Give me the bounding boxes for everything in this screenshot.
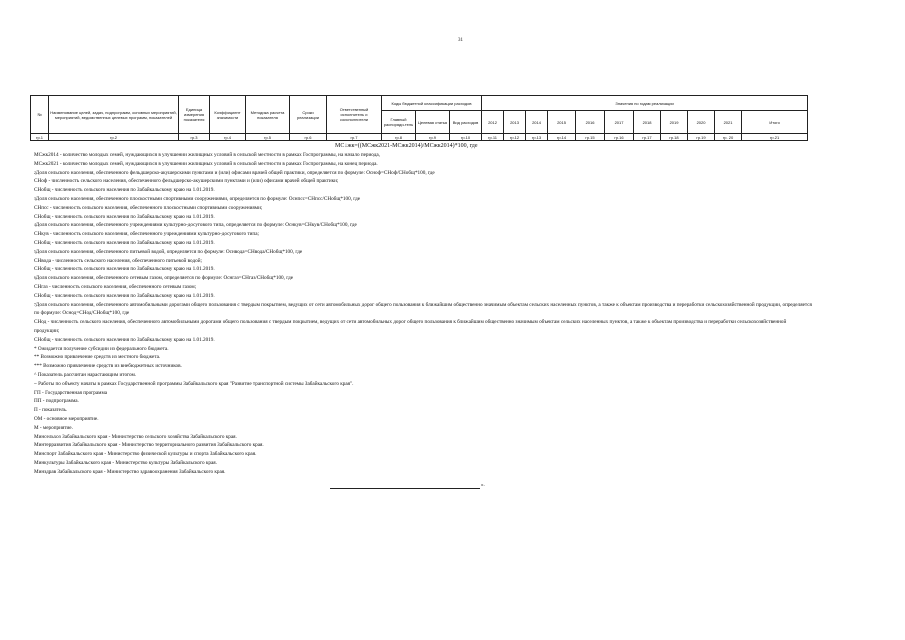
note-line <box>34 274 812 283</box>
note-line <box>34 239 812 248</box>
header-budget-sub: Вид расходов <box>450 111 482 134</box>
note-text: Минспорт Забайкальского края - Министерство физической культуры и спорта Забайкальского края. <box>34 451 257 458</box>
note-text: Доля сельского населения, обеспеченного сетевым газом, определяется по формуле: Оснгаз=СНгаз/СНобщ*100, где <box>35 275 294 282</box>
note-text: Минтерразвития Забайкальского края - Министерство территориального развития Забайкальского края. <box>34 442 264 449</box>
column-number: гр.7 <box>327 134 382 141</box>
footnote-mark: 4 <box>34 223 36 228</box>
note-text: СНобщ - численность сельского населения по Забайкальскому краю на 1.01.2019. <box>34 292 215 299</box>
header-terms: Сроки реализации <box>290 96 327 134</box>
note-text: СНобщ - численность сельского населения по Забайкальскому краю на 1.01.2019. <box>34 266 215 273</box>
page-number: 31 <box>458 38 463 43</box>
note-line <box>34 336 812 345</box>
note-line <box>34 151 812 160</box>
note-text: ** Возможно привлечение средств из местного бюджета. <box>34 354 161 361</box>
header-year: 2017 <box>605 111 634 134</box>
header-year: 2018 <box>634 111 661 134</box>
note-line <box>34 318 812 336</box>
note-line <box>34 169 812 178</box>
column-number: гр.13 <box>526 134 548 141</box>
note-line <box>34 230 812 239</box>
note-line <box>34 459 812 468</box>
note-text: СНод - численность сельского населения, обеспеченного автомобильными дорогами общего пользования с твердым покрытием, ведущих от сети автомобильных дорог общего пользования к ближайшим общественно значимым объектам сельских населенных пунктов, а также к объектам производства и переработки сельскохозяйственной продукции; <box>34 319 787 334</box>
header-year: 2021 <box>715 111 742 134</box>
header-method: Методика расчета показателя <box>246 96 290 134</box>
header-year: 2015 <box>548 111 576 134</box>
column-number: гр.4 <box>210 134 246 141</box>
note-line <box>34 292 812 301</box>
note-text: Доля сельского населения, обеспеченного учреждениями культурно-досугового типа, определяется по формуле: Оснкув=СНкув/СНобщ*100, где <box>35 222 357 229</box>
note-line <box>34 283 812 292</box>
header-name: Наименование целей, задач, подпрограмм, основных мероприятий, мероприятий, ведомственных целевых программ, показателей <box>49 96 179 134</box>
column-number: гр.1 <box>31 134 49 141</box>
column-number: гр.14 <box>548 134 576 141</box>
note-text: СНгаз - численность сельского населения, обеспеченного сетевым газом; <box>34 283 197 290</box>
note-text: Доля сельского населения, обеспеченного питьевой водой, определяется по формуле: Оснвода=СНвода/СНобщ*100, где <box>35 248 303 255</box>
header-total: Итого <box>742 111 808 134</box>
note-line <box>34 424 812 433</box>
note-text: СНобщ - численность сельского населения по Забайкальскому краю на 1.01.2019. <box>34 239 215 246</box>
header-year: 2012 <box>482 111 504 134</box>
header-year: 2014 <box>526 111 548 134</box>
header-no: № <box>31 96 49 134</box>
header-year: 2020 <box>688 111 715 134</box>
header-budget-sub: Целевая статья <box>416 111 450 134</box>
note-line <box>34 221 812 230</box>
header-unit: Единица измерения показателя <box>179 96 210 134</box>
closing-line <box>330 488 480 489</box>
column-number: гр.12 <box>504 134 526 141</box>
note-text: Доля сельского населения, обеспеченного автомобильными дорогами общего пользования с твердым покрытием, ведущих от сети автомобильных дорог общего пользования к ближайшим общественно значимым объектам сельских населенных пунктов, а также к объектам производства и переработки сельскохозяйственной продукции, определяется по формуле: Оснод=СНод/СНобщ*100, где <box>34 301 812 317</box>
note-text: МСжк2014 - количество молодых семей, нуждающихся в улучшении жилищных условий в сельской местности в рамках Госпрограммы, на начало периода, <box>34 152 380 158</box>
note-line <box>34 160 812 169</box>
header-budget-codes: Коды бюджетной классификации расходов <box>382 96 482 111</box>
note-text: ^ Показатель рассчитан нарастающим итогом. <box>34 371 137 378</box>
footnote-mark: 5 <box>34 249 36 254</box>
program-indicators-table <box>30 95 808 141</box>
column-number: гр.19 <box>688 134 715 141</box>
column-number: гр. 20 <box>715 134 742 141</box>
column-number: гр.16 <box>605 134 634 141</box>
note-line <box>34 257 812 266</box>
column-number: гр.18 <box>661 134 688 141</box>
column-number: гр.11 <box>482 134 504 141</box>
note-line <box>34 186 812 195</box>
footnote-mark: 2 <box>34 170 36 175</box>
footnote-mark: 7 <box>34 302 36 307</box>
note-line <box>34 406 812 415</box>
note-line <box>34 397 812 406</box>
note-text: СНвода - численность сельского населения, обеспеченного питьевой водой; <box>34 257 202 264</box>
header-year: 2013 <box>504 111 526 134</box>
note-line <box>34 371 812 380</box>
closing-mark: ». <box>481 483 485 488</box>
note-text: *** Возможно привлечение средств из внебюджетных источников. <box>34 363 182 370</box>
header-budget-sub: Главный распоряди-тель <box>382 111 416 134</box>
note-text: МСжк2021 - количество молодых семей, нуждающихся в улучшении жилищных условий в сельской местности в рамках Госпрограммы, на конец периода. <box>34 160 378 167</box>
header-responsible: Ответственный исполнитель и соисполнители <box>327 96 382 134</box>
column-number: гр.10 <box>450 134 482 141</box>
note-text: СНобщ - численность сельского населения по Забайкальскому краю на 1.01.2019. <box>34 187 215 194</box>
note-text: ГП - Государственная программа <box>34 389 108 396</box>
note-text: СНпсс - численность сельского населения, обеспеченного плоскостными спортивными сооружениями; <box>34 204 263 211</box>
footnote-mark: 6 <box>34 276 36 281</box>
column-number: гр.15 <box>576 134 605 141</box>
note-text: Минздрав Забайкальского края - Министерство здравоохранения Забайкальского края. <box>34 468 226 475</box>
header-coefficient: Коэффициент значимости <box>210 96 246 134</box>
column-number: гр.2 <box>49 134 179 141</box>
note-line <box>34 265 812 274</box>
footnote-mark: 3 <box>34 196 36 201</box>
note-line <box>34 301 812 319</box>
note-line <box>34 248 812 257</box>
note-text: СНобщ - численность сельского населения по Забайкальскому краю на 1.01.2019. <box>34 213 215 220</box>
note-line <box>34 415 812 424</box>
note-text: СНобщ - численность сельского населения по Забайкальскому краю на 1.01.2019. <box>34 336 215 343</box>
note-line <box>34 213 812 222</box>
note-line <box>34 204 812 213</box>
note-line <box>34 362 812 371</box>
decrease-formula: МС↓жк=((МСжк2021-МСжк2014)/МСжк2014)*100, где <box>335 143 478 149</box>
note-text: Доля сельского населения, обеспеченного плоскостными спортивными сооружениями, определяется по формуле: Оснпсс=СНпсс/СНобщ*100, где <box>35 195 361 202</box>
note-text: СНоф - численность сельского населения, обеспеченного фельдшерско-акушерскими пунктами и (или) офисами врачей общей практики; <box>34 178 339 185</box>
note-text: ~ Работы по объекту начаты в рамках Государственной программы Забайкальского края "Развитие транспортной системы Забайкальского края". <box>34 380 354 387</box>
note-text: Минкультуры Забайкальского края - Министерство культуры Забайкальского края. <box>34 459 217 466</box>
note-line <box>34 441 812 450</box>
column-number: гр.17 <box>634 134 661 141</box>
note-line <box>34 433 812 442</box>
note-text: СНкув - численность сельского населения, обеспеченного учреждениями культурно-досугового типа; <box>34 231 259 238</box>
note-text: М - мероприятие. <box>34 424 73 431</box>
note-line <box>34 345 812 354</box>
note-text: Минсельхоз Забайкальского края - Министерство сельского хозяйства Забайкальского края. <box>34 433 237 440</box>
note-line <box>34 195 812 204</box>
note-line <box>34 468 812 477</box>
note-line <box>34 380 812 389</box>
table-notes <box>34 151 812 476</box>
header-year: 2016 <box>576 111 605 134</box>
column-number: гр.5 <box>246 134 290 141</box>
note-line <box>34 353 812 362</box>
note-text: * Ожидается получение субсидии из федерального бюджета. <box>34 345 169 352</box>
note-text: Доля сельского населения, обеспеченного фельдшерско-акушерскими пунктами и (или) офисами врачей общей практики, определяется по формуле: Осноф=СНоф/СНобщ*100, где <box>35 169 435 176</box>
note-text: ОМ - основное мероприятие. <box>34 415 99 422</box>
note-text: ПП - подпрограмма. <box>34 398 79 405</box>
note-line <box>34 177 812 186</box>
note-line <box>34 389 812 398</box>
column-number: гр.21 <box>742 134 808 141</box>
column-number: гр.6 <box>290 134 327 141</box>
header-year: 2019 <box>661 111 688 134</box>
note-text: П - показатель. <box>34 407 68 414</box>
column-number: гр.3 <box>179 134 210 141</box>
header-values-by-year: Значения по годам реализации <box>482 96 808 111</box>
note-line <box>34 450 812 459</box>
column-number: гр.9 <box>416 134 450 141</box>
column-number: гр.8 <box>382 134 416 141</box>
